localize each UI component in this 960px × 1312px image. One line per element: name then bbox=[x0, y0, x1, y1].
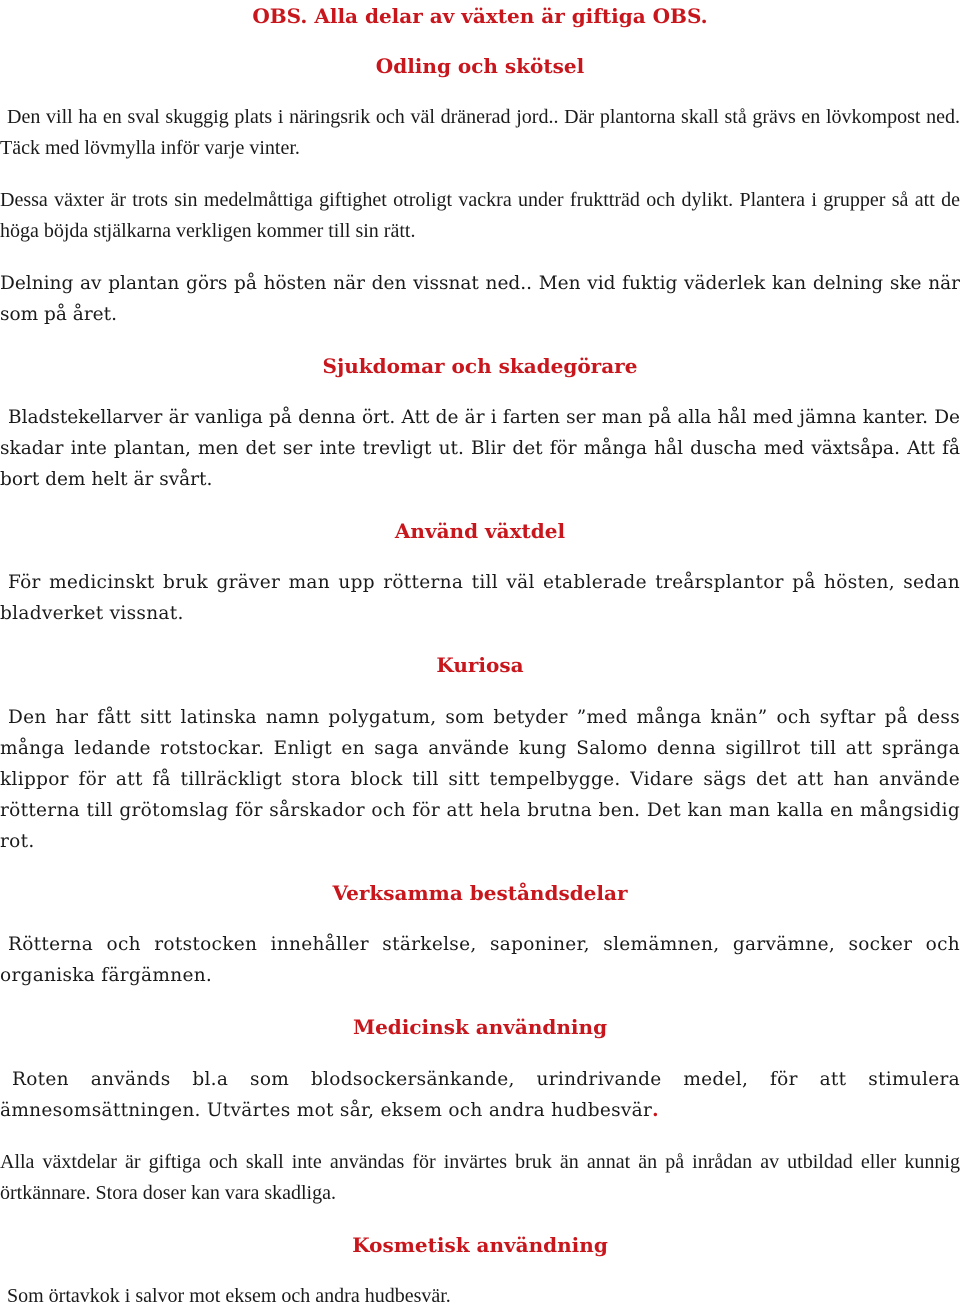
paragraph-anvand-1: För medicinskt bruk gräver man upp rötterna till väl etablerade treårsplantor på hösten, sedan bladverket vissnat. bbox=[0, 572, 960, 624]
section-heading-kuriosa: Kuriosa bbox=[436, 653, 524, 677]
paragraph-medicinsk-1-end: . bbox=[652, 1100, 659, 1121]
section-heading-sjukdomar: Sjukdomar och skadegörare bbox=[322, 354, 638, 378]
section-heading-verksamma: Verksamma beståndsdelar bbox=[332, 881, 628, 905]
paragraph-medicinsk-2: Alla växtdelar är giftiga och skall inte användas för invärtes bruk än annat än på inrådan av utbildad eller kunnig örtkännare. Stora doser kan vara skadliga. bbox=[0, 1151, 960, 1204]
paragraph-sjukdomar-1: Bladstekellarver är vanliga på denna ört. Att de är i farten ser man på alla hål med jämna kanter. De skadar inte plantan, men det ser inte trevligt ut. Blir det för många hål duscha med växtsåpa. Att få bort dem helt är svårt. bbox=[0, 407, 960, 490]
paragraph-odling-3: Delning av plantan görs på hösten när den vissnat ned.. Men vid fuktig väderlek kan delning ske när som på året. bbox=[0, 273, 960, 325]
section-heading-anvand: Använd växtdel bbox=[394, 519, 566, 543]
paragraph-kosmetisk-1: Som örtavkok i salvor mot eksem och andra hudbesvär. bbox=[7, 1285, 451, 1307]
paragraph-odling-2: Dessa växter är trots sin medelmåttiga giftighet otroligt vackra under fruktträd och dylikt. Plantera i grupper så att de höga böjda stjälkarna verkligen kommer till sin rätt. bbox=[0, 189, 960, 242]
paragraph-medicinsk-1-text: Roten används bl.a som blodsockersänkande, urindrivande medel, för att stimulera ämnesomsättningen. Utvärtes mot sår, eksem och andra hudbesvär bbox=[0, 1069, 960, 1121]
section-heading-odling: Odling och skötsel bbox=[375, 54, 585, 78]
paragraph-verksamma-1: Rötterna och rotstocken innehåller stärkelse, saponiner, slemämnen, garvämne, socker och organiska färgämnen. bbox=[0, 934, 960, 986]
paragraph-kuriosa-1: Den har fått sitt latinska namn polygatum, som betyder ”med många knän” och syftar på dess många ledande rotstockar. Enligt en saga använde kung Salomo denna sigillrot till att spränga klippor för att få tillräckligt stora block till sitt tempelbygge. Vidare sägs det att han använde rötterna till grötomslag för sårskador och för att hela brutna ben. Det kan man kalla en mångsidig rot. bbox=[0, 707, 960, 852]
section-heading-kosmetisk: Kosmetisk användning bbox=[352, 1233, 608, 1257]
paragraph-odling-1: Den vill ha en sval skuggig plats i näringsrik och väl dränerad jord.. Där plantorna skall stå grävs en lövkompost ned. Täck med lövmylla inför varje vinter. bbox=[0, 106, 960, 159]
section-heading-medicinsk: Medicinsk användning bbox=[352, 1015, 608, 1039]
warning-heading: OBS. Alla delar av växten är giftiga OBS. bbox=[252, 4, 708, 28]
paragraph-medicinsk-1 bbox=[0, 1064, 960, 1126]
